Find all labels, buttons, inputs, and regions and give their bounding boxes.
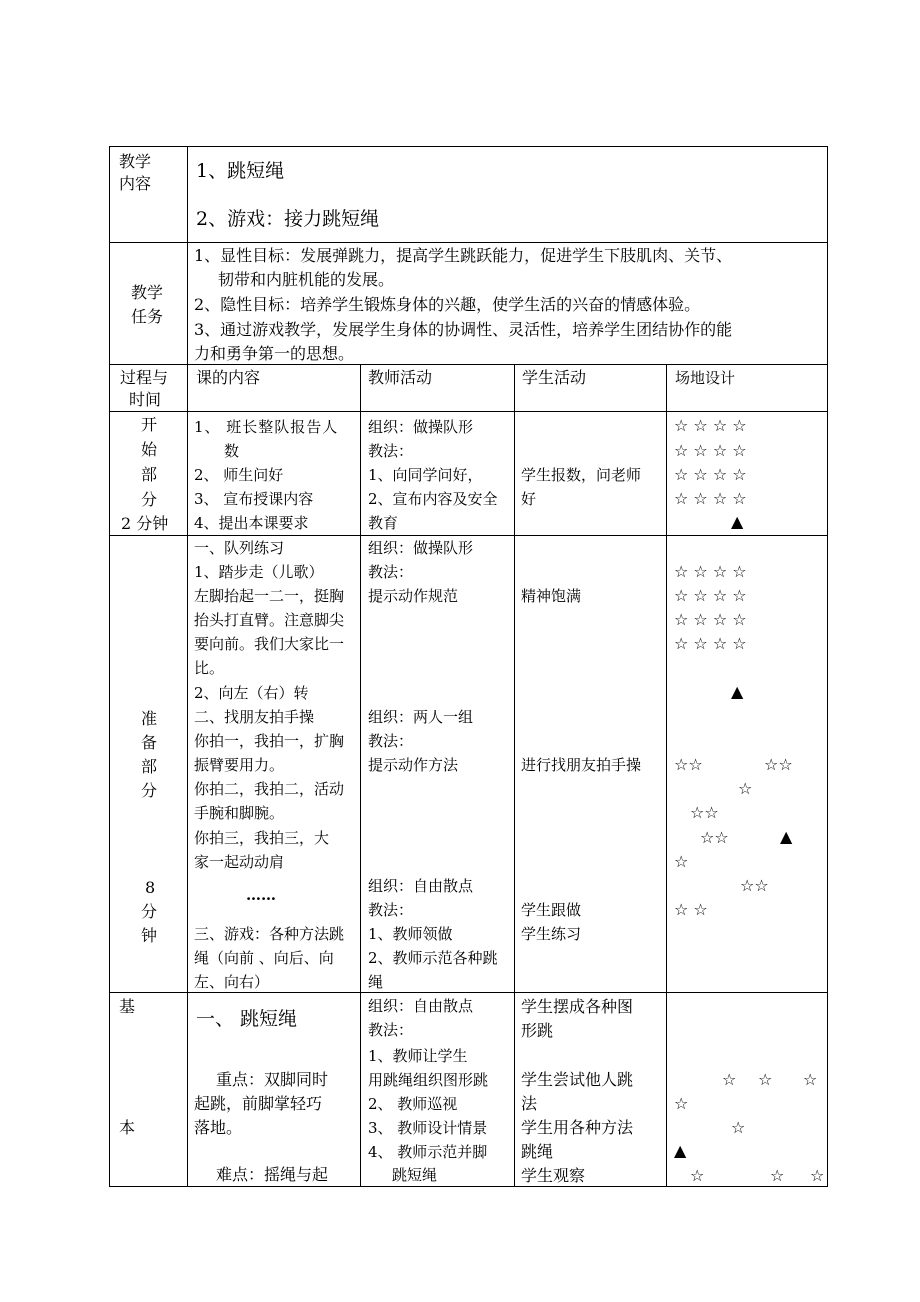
prep-content: 二、找朋友拍手操 <box>194 708 315 726</box>
header-student: 学生活动 <box>522 368 587 387</box>
basic-student: 法 <box>521 1094 538 1113</box>
start-label: 始 <box>141 440 158 459</box>
header-process: 过程与 <box>120 368 169 387</box>
basic-label: 本 <box>119 1118 136 1137</box>
col-divider <box>666 364 667 1187</box>
start-teacher: 1、向同学问好， <box>368 466 483 484</box>
star-pair: ☆☆ <box>674 755 703 774</box>
basic-teacher: 跳短绳 <box>392 1166 438 1184</box>
basic-teacher: 4、 教师示范并脚 <box>368 1143 488 1161</box>
star-formation: ☆ ☆ ☆ ☆ <box>674 562 747 581</box>
teacher-triangle-icon: ▲ <box>780 827 793 846</box>
task-line: 1、显性目标：发展弹跳力，提高学生跳跃能力，促进学生下肢肌肉、关节、 <box>194 246 733 265</box>
col-divider <box>360 364 361 1187</box>
basic-content: 重点：双脚同时 <box>216 1070 329 1089</box>
prep-teacher: 绳 <box>368 973 384 991</box>
prep-teacher: 提示动作方法 <box>368 756 459 774</box>
prep-content: 绳（向前 、向后、向 <box>194 949 334 967</box>
star-icon: ☆ <box>674 1094 689 1113</box>
prep-teacher: 教法： <box>368 901 414 919</box>
start-student: 学生报数，问老师 <box>521 466 642 484</box>
prep-teacher: 提示动作规范 <box>368 587 459 605</box>
table-right-border <box>827 146 828 1187</box>
basic-content: 起跳，前脚掌轻巧 <box>194 1094 323 1113</box>
header-teacher: 教师活动 <box>368 368 433 387</box>
row-divider <box>109 992 828 993</box>
prep-content: 家一起动动肩 <box>194 853 285 871</box>
teacher-triangle-icon: ▲ <box>731 682 744 701</box>
task-line: 2、隐性目标：培养学生锻炼身体的兴趣，使学生活的兴奋的情感体验。 <box>194 295 701 314</box>
table-bottom-border <box>109 1186 828 1187</box>
star-icon: ☆ <box>738 779 753 798</box>
prep-label: 准 <box>141 709 158 728</box>
star-pair: ☆ ☆ <box>674 900 708 919</box>
basic-content: 落地。 <box>194 1118 243 1137</box>
row-divider <box>109 364 828 365</box>
basic-label: 基 <box>119 997 136 1016</box>
basic-student: 学生用各种方法 <box>521 1118 634 1137</box>
basic-teacher: 3、 教师设计情景 <box>368 1119 488 1137</box>
prep-student: 学生练习 <box>521 925 582 943</box>
start-label: 2 分钟 <box>121 514 169 533</box>
row-divider <box>109 242 828 243</box>
star-icon: ☆ <box>690 1166 705 1185</box>
start-teacher: 教法： <box>368 442 414 460</box>
prep-content: 左、向右） <box>194 973 270 991</box>
star-icon: ☆ <box>758 1070 773 1089</box>
star-icon: ☆ <box>731 1118 746 1137</box>
basic-teacher: 教法： <box>368 1021 414 1039</box>
basic-student: 跳绳 <box>521 1142 554 1161</box>
row-divider <box>109 535 828 536</box>
star-icon: ☆ <box>722 1070 737 1089</box>
header-field: 场地设计 <box>675 369 736 387</box>
prep-content: 手腕和脚腕。 <box>194 804 285 822</box>
start-content: 3、 宣布授课内容 <box>194 490 314 508</box>
header-content: 课的内容 <box>196 368 261 387</box>
prep-content: 你拍一，我拍一，扩胸 <box>194 732 345 750</box>
basic-student: 学生尝试他人跳 <box>521 1070 634 1089</box>
prep-teacher: 组织：做操队形 <box>368 539 474 557</box>
prep-time: 钟 <box>141 926 158 945</box>
start-label: 部 <box>141 465 158 484</box>
star-formation: ☆ ☆ ☆ ☆ <box>674 489 747 508</box>
task-line: 力和勇争第一的思想。 <box>194 344 355 363</box>
task-line: 韧带和内脏机能的发展。 <box>218 270 395 289</box>
prep-content: 比。 <box>194 659 225 677</box>
start-content: 数 <box>224 442 240 460</box>
prep-teacher: 教法： <box>368 563 414 581</box>
row-divider <box>109 411 828 412</box>
basic-content-title: 一、 跳短绳 <box>196 1008 298 1030</box>
basic-teacher: 2、 教师巡视 <box>368 1095 458 1113</box>
basic-student: 形跳 <box>521 1021 554 1040</box>
prep-time: 8 <box>145 878 156 897</box>
prep-content: 左脚抬起一二一，挺胸 <box>194 587 345 605</box>
star-pair: ☆☆ <box>700 828 729 847</box>
row-label: 教学 <box>131 283 164 302</box>
teacher-triangle-icon: ▲ <box>674 1141 687 1160</box>
prep-content: 抬头打直臂。注意脚尖 <box>194 611 345 629</box>
start-content: 2、 师生问好 <box>194 466 284 484</box>
col-divider <box>514 364 515 1187</box>
start-teacher: 组织：做操队形 <box>368 418 474 436</box>
prep-content: 你拍三，我拍三，大 <box>194 829 330 847</box>
prep-student: 精神饱满 <box>521 587 582 605</box>
prep-content: 三、游戏：各种方法跳 <box>194 925 345 943</box>
star-formation: ☆ ☆ ☆ ☆ <box>674 416 747 435</box>
basic-student: 学生观察 <box>521 1166 586 1185</box>
content-item: 2、游戏：接力跳短绳 <box>196 208 380 230</box>
prep-content: 你拍二，我拍二，活动 <box>194 780 345 798</box>
basic-teacher: 组织：自由散点 <box>368 997 474 1015</box>
star-pair: ☆☆ <box>740 876 769 895</box>
row-label: 教学 <box>119 152 152 171</box>
content-item: 1、跳短绳 <box>196 160 285 182</box>
prep-content: 2、向左（右）转 <box>194 684 309 702</box>
star-formation: ☆ ☆ ☆ ☆ <box>674 441 747 460</box>
star-icon: ☆ <box>770 1166 785 1185</box>
basic-teacher: 1、教师让学生 <box>368 1047 468 1065</box>
prep-label: 备 <box>141 733 158 752</box>
prep-time: 分 <box>141 902 158 921</box>
start-label: 分 <box>141 490 158 509</box>
star-pair: ☆☆ <box>690 803 719 822</box>
prep-label: 部 <box>141 757 158 776</box>
star-icon: ☆ <box>810 1166 825 1185</box>
star-formation: ☆ ☆ ☆ ☆ <box>674 634 747 653</box>
ellipsis: …… <box>246 886 276 904</box>
basic-content: 难点：摇绳与起 <box>216 1165 329 1184</box>
basic-teacher: 用跳绳组织图形跳 <box>368 1071 489 1089</box>
start-content: 1、 班长整队报告人 <box>194 418 339 436</box>
teacher-triangle-icon: ▲ <box>731 512 744 531</box>
start-teacher: 2、宣布内容及安全 <box>368 490 498 508</box>
star-icon: ☆ <box>674 852 689 871</box>
prep-student: 学生跟做 <box>521 901 582 919</box>
star-pair: ☆☆ <box>764 755 793 774</box>
prep-teacher: 1、教师领做 <box>368 925 453 943</box>
table-left-border <box>109 146 110 1187</box>
prep-teacher: 组织：两人一组 <box>368 708 474 726</box>
row-label: 内容 <box>119 174 152 193</box>
header-process: 时间 <box>129 390 162 409</box>
row-label: 任务 <box>131 307 164 326</box>
start-teacher: 教育 <box>368 514 399 532</box>
prep-label: 分 <box>141 781 158 800</box>
table-top-border <box>109 146 828 147</box>
star-formation: ☆ ☆ ☆ ☆ <box>674 465 747 484</box>
basic-student: 学生摆成各种图 <box>521 997 634 1016</box>
start-student: 好 <box>521 490 537 508</box>
prep-content: 1、踏步走（儿歌） <box>194 563 324 581</box>
start-content: 4、提出本课要求 <box>194 514 309 532</box>
prep-content: 一、队列练习 <box>194 539 285 557</box>
task-line: 3、通过游戏教学，发展学生身体的协调性、灵活性，培养学生团结协作的能 <box>194 320 733 339</box>
prep-student: 进行找朋友拍手操 <box>521 756 642 774</box>
start-label: 开 <box>141 415 158 434</box>
col-divider <box>187 146 188 1187</box>
star-icon: ☆ <box>803 1070 818 1089</box>
prep-teacher: 2、教师示范各种跳 <box>368 949 498 967</box>
star-formation: ☆ ☆ ☆ ☆ <box>674 610 747 629</box>
prep-content: 要向前。我们大家比一 <box>194 635 345 653</box>
prep-teacher: 组织：自由散点 <box>368 877 474 895</box>
prep-teacher: 教法： <box>368 732 414 750</box>
star-formation: ☆ ☆ ☆ ☆ <box>674 586 747 605</box>
prep-content: 振臂要用力。 <box>194 756 285 774</box>
